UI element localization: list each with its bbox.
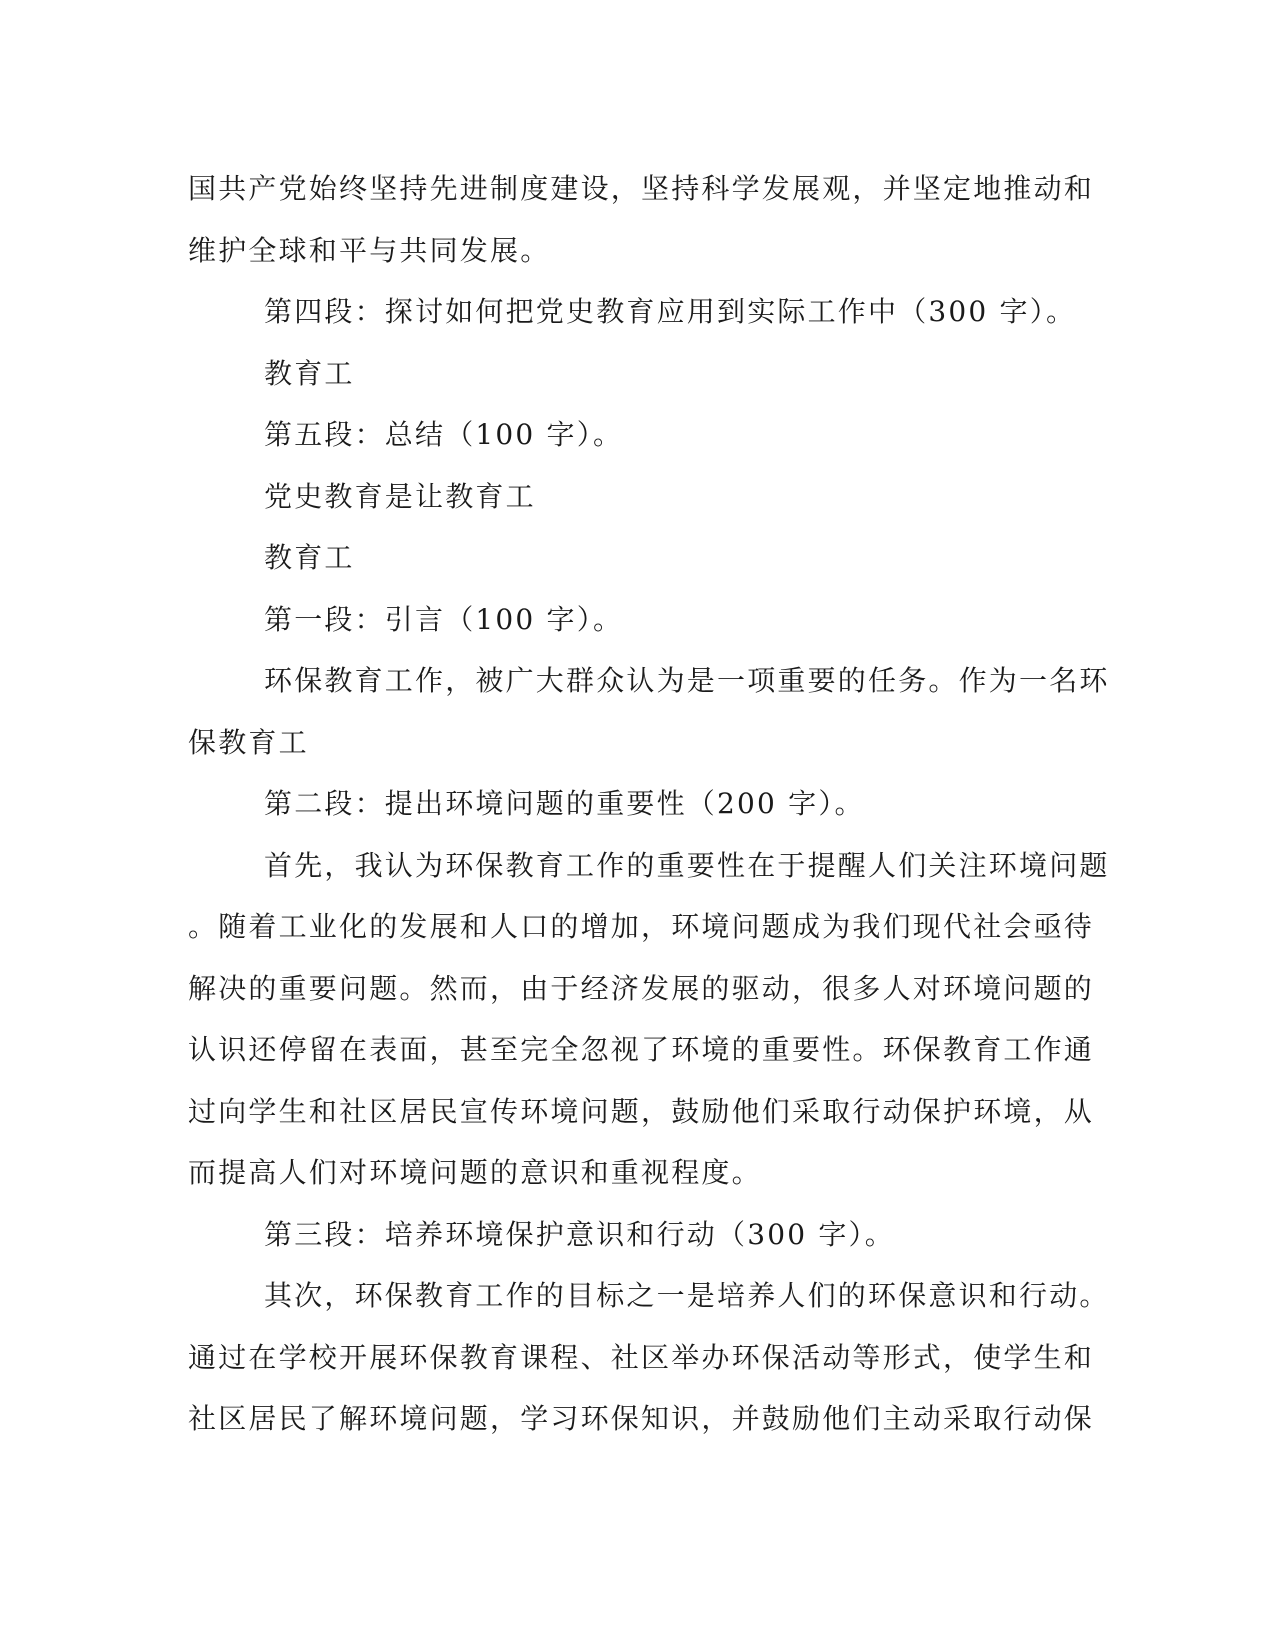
text-line: 党史教育是让教育工 [264, 479, 536, 513]
text-line: 解决的重要问题。然而，由于经济发展的驱动，很多人对环境问题的 [188, 971, 1095, 1005]
text-line: 首先，我认为环保教育工作的重要性在于提醒人们关注环境问题 [264, 848, 1110, 882]
section-heading: 第二段：提出环境问题的重要性（200 字）。 [264, 787, 865, 820]
text-line: 保教育工 [188, 725, 309, 759]
text-line: 过向学生和社区居民宣传环境问题，鼓励他们采取行动保护环境，从 [188, 1094, 1095, 1128]
section-heading: 第五段：总结（100 字）。 [264, 418, 624, 451]
text-line: 环保教育工作，被广大群众认为是一项重要的任务。作为一名环 [264, 664, 1110, 697]
text-line: 教育工 [264, 541, 355, 574]
text-line: 。随着工业化的发展和人口的增加，环境问题成为我们现代社会亟待 [188, 910, 1095, 943]
section-heading: 第四段：探讨如何把党史教育应用到实际工作中（300 字）。 [264, 295, 1077, 328]
text-line: 其次，环保教育工作的目标之一是培养人们的环保意识和行动。 [264, 1279, 1110, 1312]
text-line: 国共产党始终坚持先进制度建设，坚持科学发展观，并坚定地推动和 [188, 172, 1095, 205]
section-heading: 第一段：引言（100 字）。 [264, 602, 624, 636]
text-line: 维护全球和平与共同发展。 [188, 233, 551, 267]
document-body [188, 158, 1110, 1450]
text-line: 教育工 [264, 356, 355, 390]
text-line: 而提高人们对环境问题的意识和重视程度。 [188, 1156, 762, 1189]
text-line: 认识还停留在表面，甚至完全忽视了环境的重要性。环保教育工作通 [188, 1033, 1095, 1066]
text-line: 通过在学校开展环保教育课程、社区举办环保活动等形式，使学生和 [188, 1340, 1095, 1374]
text-line: 社区居民了解环境问题，学习环保知识，并鼓励他们主动采取行动保 [188, 1402, 1095, 1435]
section-heading: 第三段：培养环境保护意识和行动（300 字）。 [264, 1217, 895, 1251]
